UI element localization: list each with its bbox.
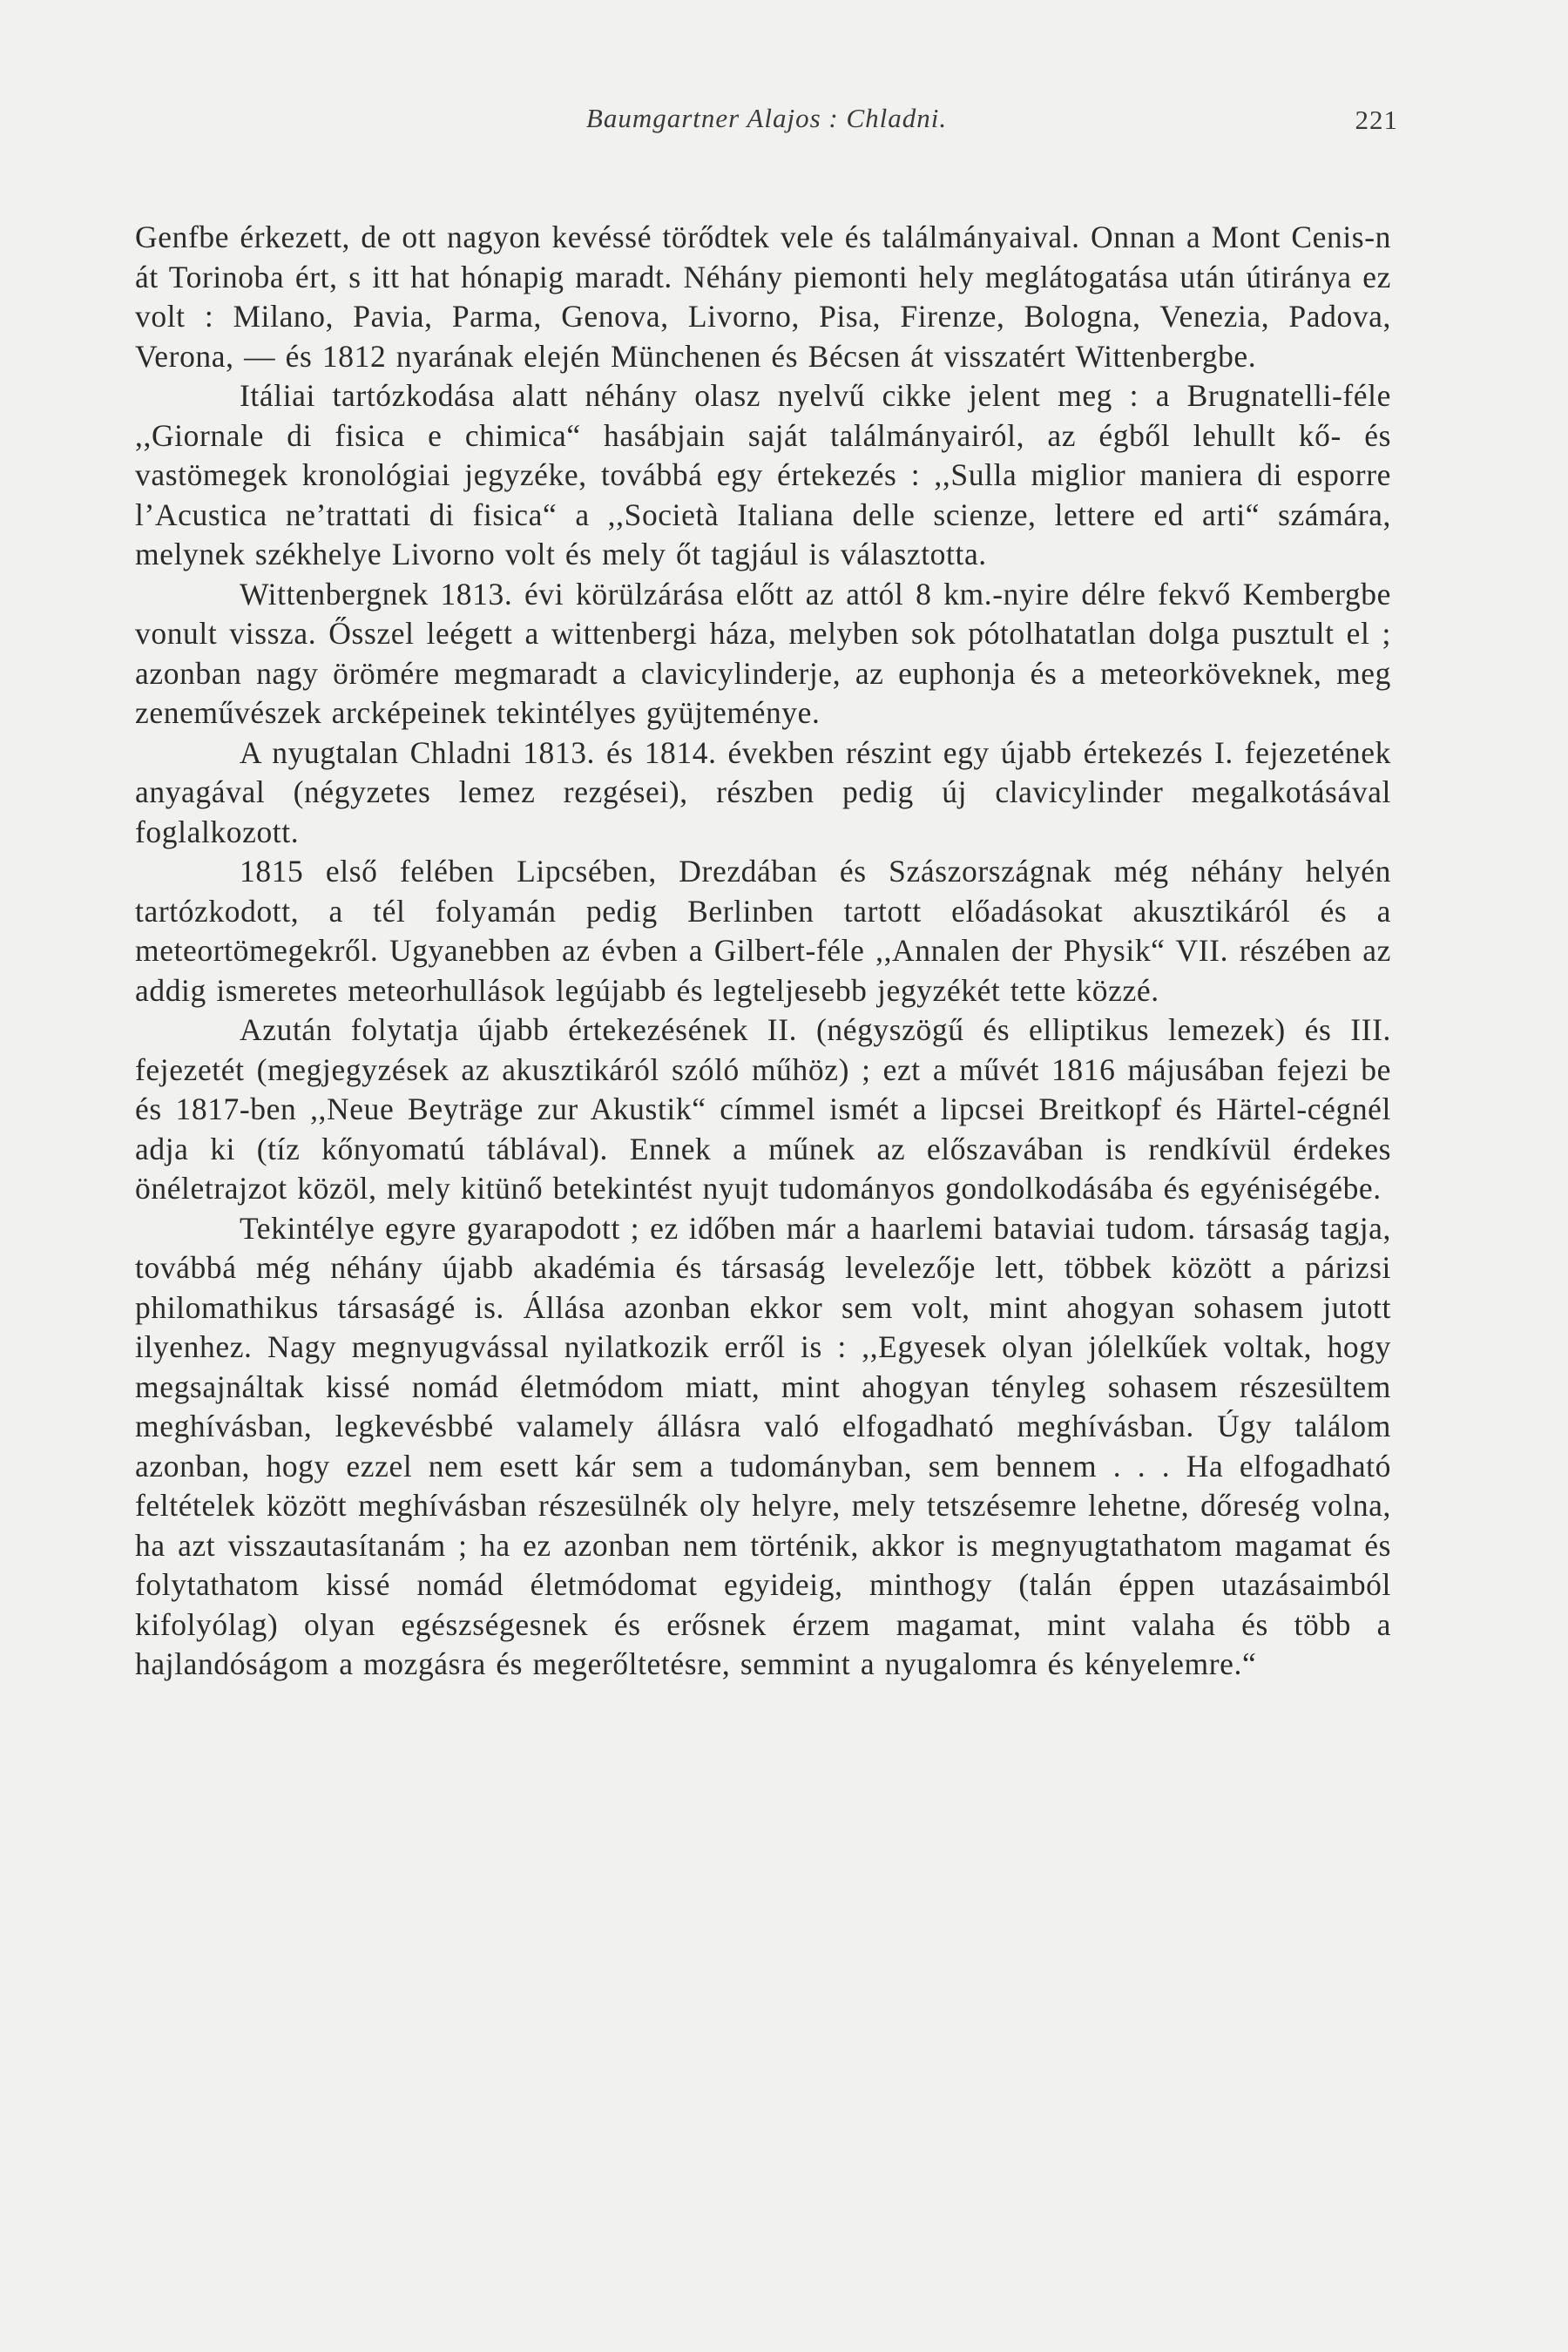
running-header bbox=[135, 103, 1398, 146]
paragraph: Wittenbergnek 1813. évi körülzárása előtt az attól 8 km.-nyire délre fekvő Kembergbe vonult vissza. Ősszel leégett a wittenbergi háza, melyben sok pótolhatatlan dolga pusztult el ; azonban nagy örömére megmaradt a clavicylinderje, az euphonja és a meteorköveknek, meg zeneművészek arcképeinek tekintélyes gyüjteménye. bbox=[135, 576, 1391, 730]
paragraph: Itáliai tartózkodása alatt néhány olasz nyelvű cikke jelent meg : a Brugnatelli-féle ,,Giornale di fisica e chimica“ hasábjain saját találmányairól, az égből lehullt kő- és vastömegek kronológiai jegyzéke, továbbá egy értekezés : ,,Sulla miglior maniera di esporre l’Acustica ne’trattati di fisica“ a ,,Società Italiana delle scienze, lettere ed arti“ számára, melynek székhelye Livorno volt és mely őt tagjául is választotta. bbox=[135, 378, 1391, 571]
paragraph: Tekintélye egyre gyarapodott ; ez időben már a haarlemi bataviai tudom. társaság tagja, továbbá még néhány újabb akadémia és társaság levelezője lett, többek között a párizsi philomathikus társaságé is. Állása azonban ekkor sem volt, mint ahogyan sohasem jutott ilyenhez. Nagy megnyugvással nyilatkozik erről is : ,,Egyesek olyan jólelkűek voltak, hogy megsajnáltak kissé nomád életmódom miatt, mint ahogyan tényleg sohasem részesültem meghívásban, legkevésbbé valamely állásra való elfogadható meghívásban. Úgy találom azonban, hogy ezzel nem esett kár sem a tudományban, sem bennem . . . Ha elfogadható feltételek között meghívásban részesülnék oly helyre, mely tetszésemre lehetne, dőreség volna, ha azt visszautasítanám ; ha ez azonban nem történik, akkor is megnyugtathatom magamat és folytathatom kissé nomád életmódomat egyideig, minthogy (talán éppen utazásaimból kifolyólag) olyan egészségesnek és erősnek érzem magamat, mint valaha és több a hajlandóságom a mozgásra és megerőltetésre, semmint a nyugalomra és kényelemre.“ bbox=[135, 1210, 1391, 1681]
body-text bbox=[135, 218, 1391, 1685]
paragraph: Genfbe érkezett, de ott nagyon kevéssé törődtek vele és találmányaival. Onnan a Mont Cenis-n át Torinoba ért, s itt hat hónapig maradt. Néhány piemonti hely meglátogatása után útiránya ez volt : Milano, Pavia, Parma, Genova, Livorno, Pisa, Firenze, Bologna, Venezia, Padova, Verona, — és 1812 nyarának elején Münchenen és Bécsen át visszatért Wittenbergbe. bbox=[135, 220, 1391, 374]
running-title: Baumgartner Alajos : Chladni. bbox=[585, 103, 948, 133]
paragraph: Azután folytatja újabb értekezésének II. (négyszögű és elliptikus lemezek) és III. fejezetét (megjegyzések az akusztikáról szóló műhöz) ; ezt a művét 1816 májusában fejezi be és 1817-ben ,,Neue Beyträge zur Akustik“ címmel ismét a lipcsei Breitkopf és Härtel-cégnél adja ki (tíz kőnyomatú táblával). Ennek a műnek az előszavában is rendkívül érdekes önéletrajzot közöl, mely kitünő betekintést nyujt tudományos gondolkodásába és egyéniségébe. bbox=[135, 1012, 1391, 1206]
paragraph: A nyugtalan Chladni 1813. és 1814. években részint egy újabb értekezés I. fejezetének anyagával (négyzetes lemez rezgései), részben pedig új clavicylinder megalkotásával foglalkozott. bbox=[135, 734, 1391, 849]
paragraph: 1815 első felében Lipcsében, Drezdában és Szászországnak még néhány helyén tartózkodott, a tél folyamán pedig Berlinben tartott előadásokat akusztikáról és a meteortömegekről. Ugyanebben az évben a Gilbert-féle ,,Annalen der Physik“ VII. részében az addig ismeretes meteorhullások legújabb és legteljesebb jegyzékét tette közzé. bbox=[135, 854, 1391, 1008]
page-number: 221 bbox=[1355, 105, 1398, 135]
